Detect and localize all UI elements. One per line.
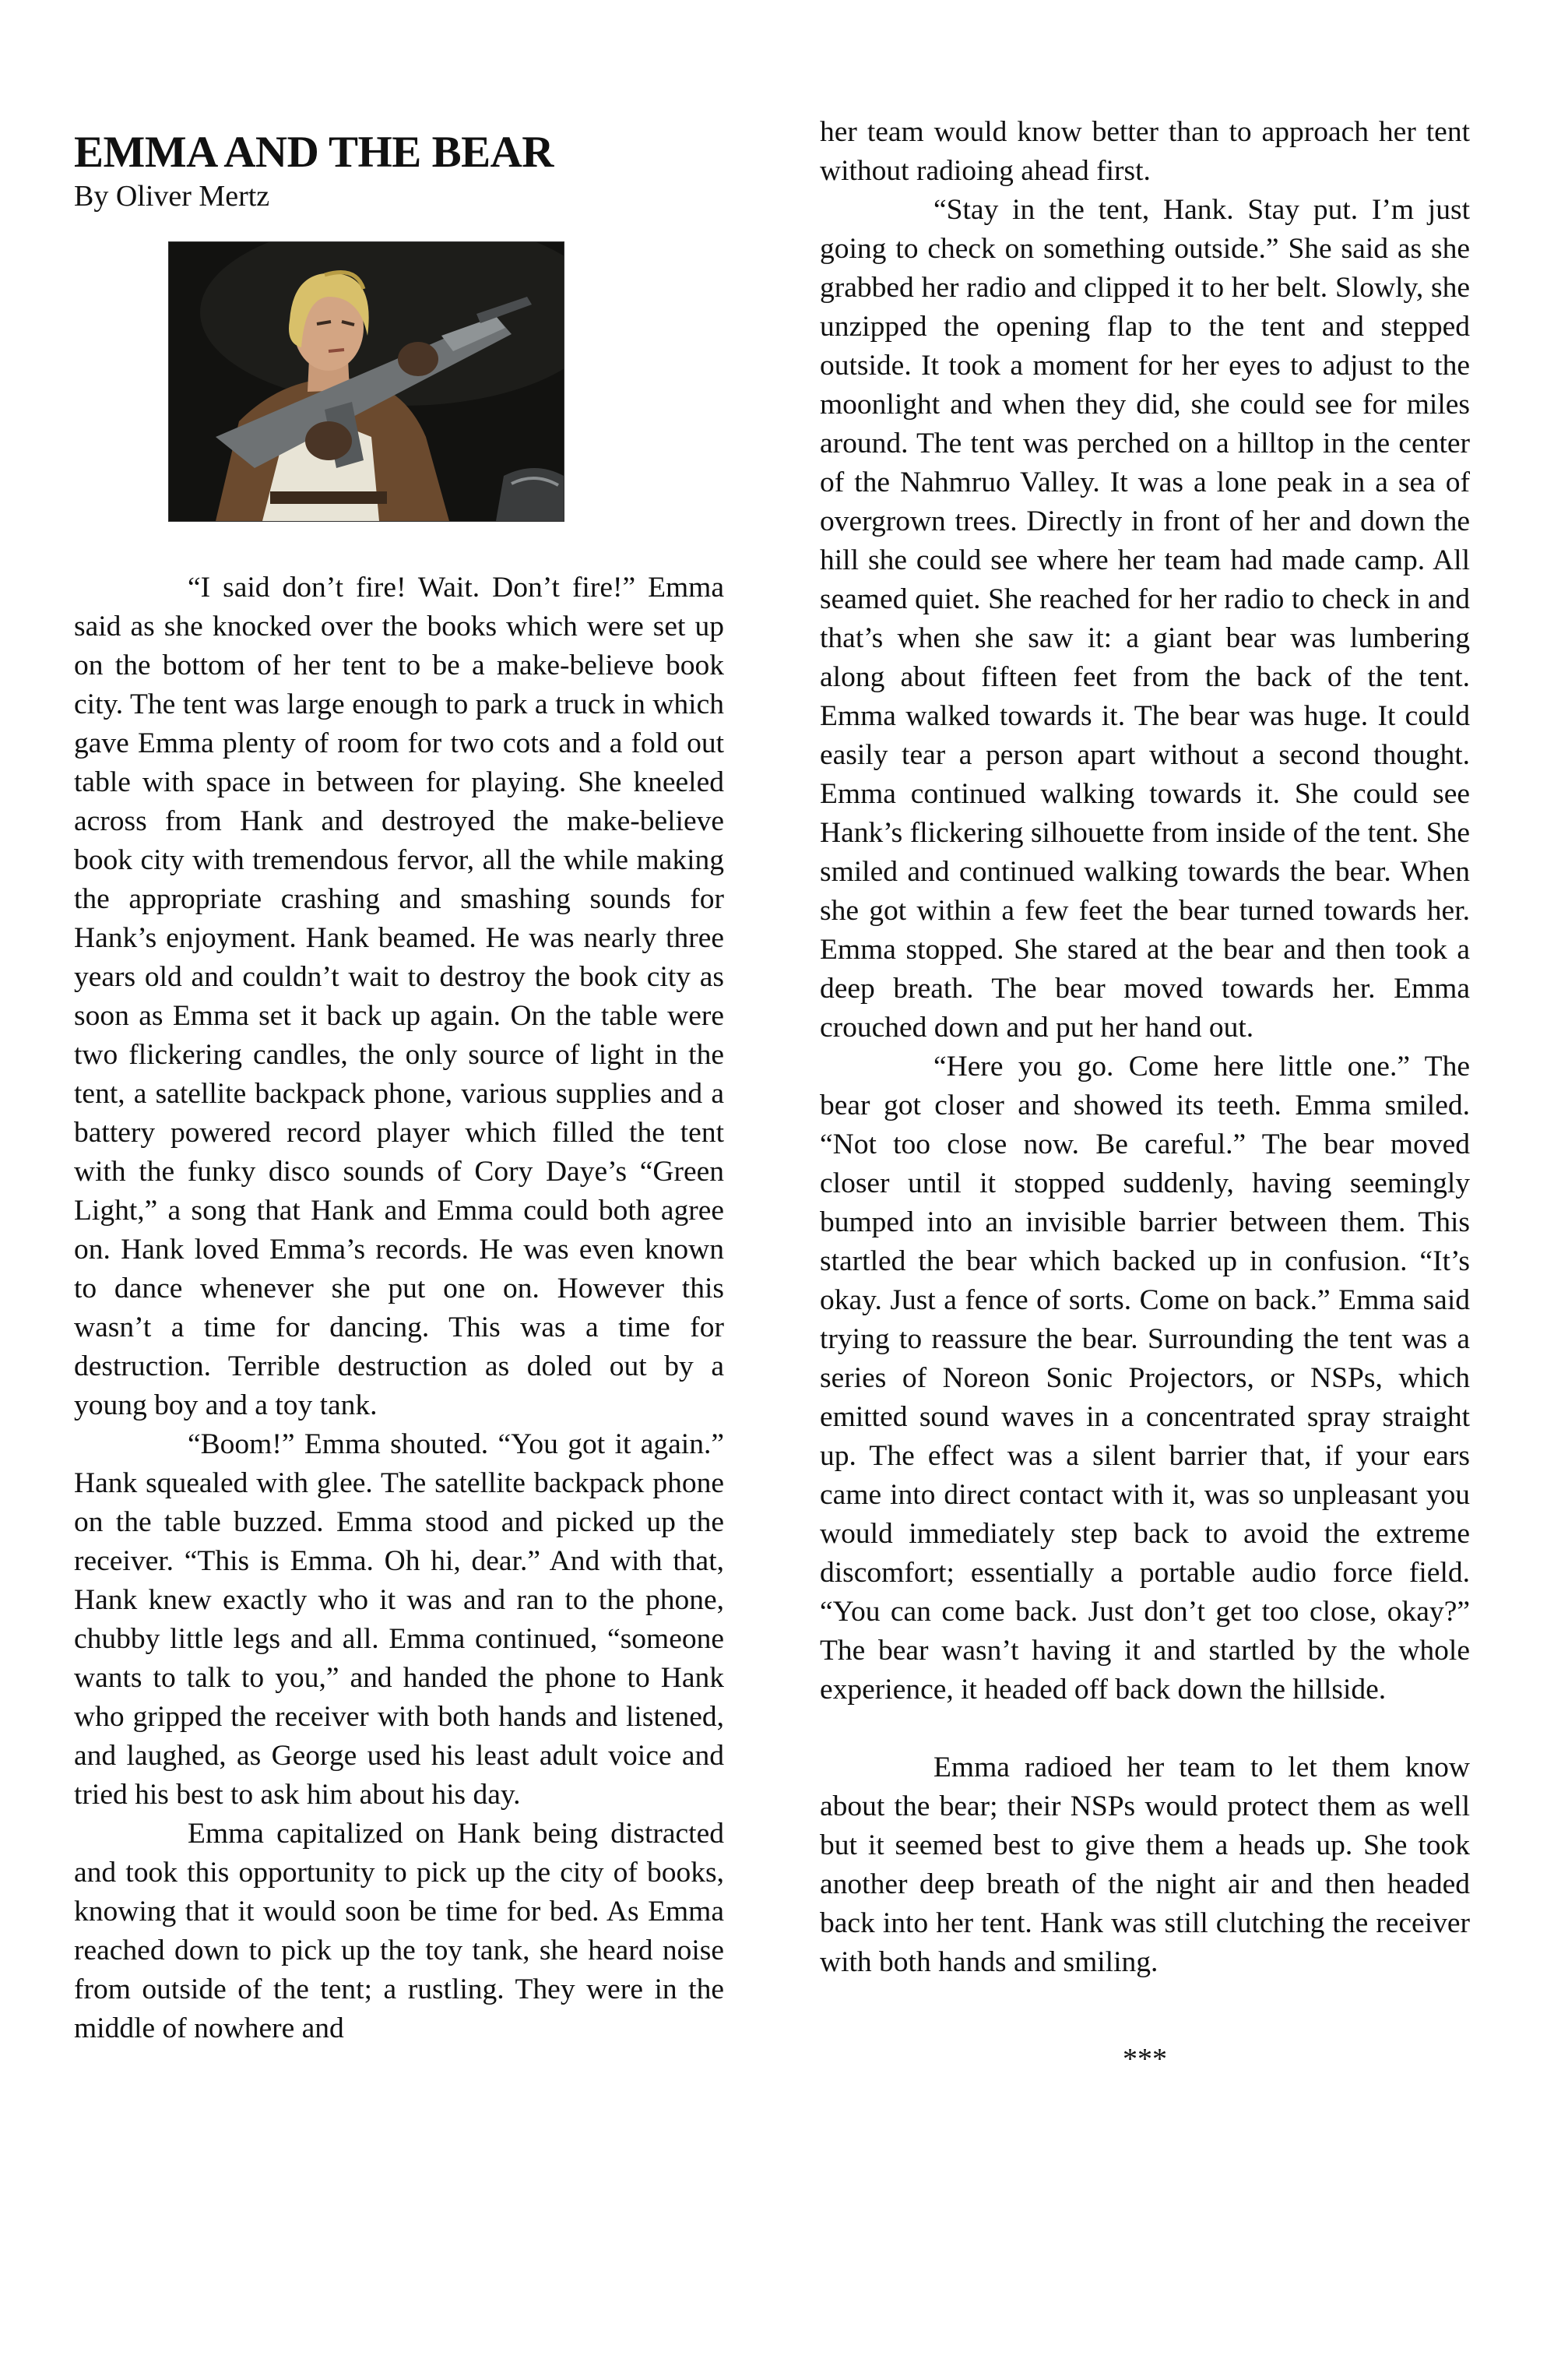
comic-illustration-icon	[168, 241, 564, 522]
paragraph-spacer	[820, 1709, 1470, 1748]
end-mark: ***	[1123, 2043, 1167, 2075]
story-paragraph-final: Emma radioed her team to let them know about the bear; their NSPs would protect them as well but it seemed best to give them a heads up. She took another deep breath of the night air and then headed back into her tent. Hank was still clutching the receiver with both hands and smiling.	[820, 1752, 1470, 1978]
story-paragraph-continued: her team would know better than to approach her tent without radioing ahead first.	[820, 116, 1470, 187]
story-paragraph: Emma capitalized on Hank being distracted and took this opportunity to pick up the city of books, knowing that it would soon be time for bed. As Emma reached down to pick up the toy tank, she heard noise from outside of the tent; a rustling. They were in the middle of nowhere and	[74, 1818, 724, 2044]
story-paragraph: “Boom!” Emma shouted. “You got it again.” Hank squealed with glee. The satellite backpack phone on the table buzzed. Emma stood and picked up the receiver. “This is Emma. Oh hi, dear.” And with that, Hank knew exactly who it was and ran to the phone, chubby little legs and all. Emma continued, “someone wants to talk to you,” and handed the phone to Hank who gripped the receiver with both hands and listened, and laughed, as George used his least adult voice and tried his best to ask him about his day.	[74, 1428, 724, 1811]
story-paragraph: “I said don’t fire! Wait. Don’t fire!” Emma said as she knocked over the books which were set up on the bottom of her tent to be a make-believe book city. The tent was large enough to park a truck in which gave Emma plenty of room for two cots and a fold out table with space in between for playing. She kneeled across from Hank and destroyed the make-believe book city with tremendous fervor, all the while making the appropriate crashing and smashing sounds for Hank’s enjoyment. Hank beamed. He was nearly three years old and couldn’t wait to destroy the book city as soon as Emma set it back up again. On the table were two flickering candles, the only source of light in the tent, a satellite backpack phone, various supplies and a battery powered record player which filled the tent with the funky disco sounds of Cory Daye’s “Green Light,” a song that Hank and Emma could both agree on. Hank loved Emma’s records. He was even known to dance whenever she put one on. However this wasn’t a time for dancing. This was a time for destruction. Terrible destruction as doled out by a young boy and a toy tank.	[74, 572, 724, 1421]
story-paragraph: “Stay in the tent, Hank. Stay put. I’m just going to check on something outside.” She said as she grabbed her radio and clipped it to her belt. Slowly, she unzipped the opening flap to the tent and stepped outside. It took a moment for her eyes to adjust to the moonlight and when they did, she could see for miles around. The tent was perched on a hilltop in the center of the Nahmruo Valley. It was a lone peak in a sea of overgrown trees. Directly in front of her and down the hill she could see where her team had made camp. All seamed quiet. She reached for her radio to check in and that’s when she saw it: a giant bear was lumbering along about fifteen feet from the back of the tent. Emma walked towards it. The bear was huge. It could easily tear a person apart without a second thought. Emma continued walking towards it. She could see Hank’s flickering silhouette from inside of the tent. She smiled and continued walking towards the bear. When she got within a few feet the bear turned towards her. Emma stopped. She stared at the bear and then took a deep breath. The bear moved towards her. Emma crouched down and put her hand out.	[820, 194, 1470, 1044]
story-title: EMMA AND THE BEAR	[74, 128, 554, 177]
story-byline: By Oliver Mertz	[74, 180, 270, 213]
left-column	[74, 111, 724, 2048]
story-paragraph: “Here you go. Come here little one.” The bear got closer and showed its teeth. Emma smiled. “Not too close now. Be careful.” The bear moved closer until it stopped suddenly, having seemingly bumped into an invisible barrier between them. This startled the bear which backed up in confusion. “It’s okay. Just a fence of sorts. Come on back.” Emma said trying to reassure the bear. Surrounding the tent was a series of Noreon Sonic Projectors, or NSPs, which emitted sound waves in a concentrated spray straight up. The effect was a silent barrier that, if your ears came into direct contact with it, was so unpleasant you would immediately step back to avoid the extreme discomfort; essentially a portable audio force field. “You can come back. Just don’t get too close, okay?” The bear wasn’t having it and startled by the whole experience, it headed off back down the hillside.	[820, 1051, 1470, 1706]
right-column	[820, 113, 1470, 2079]
